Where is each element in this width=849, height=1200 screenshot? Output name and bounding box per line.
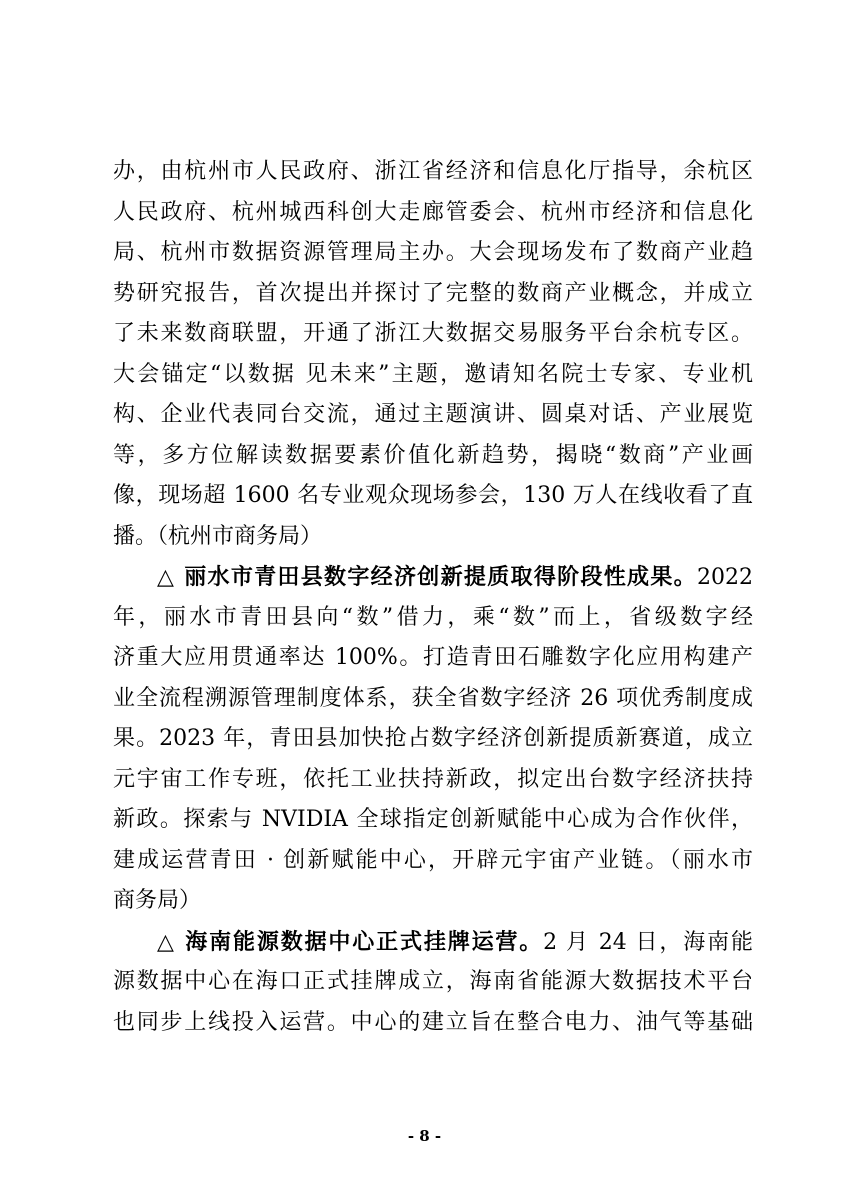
paragraph-first-line (113, 557, 753, 598)
text-line: 商务局） (113, 888, 202, 913)
body-text (113, 152, 753, 1043)
text-line: 济重大应用贯通率达 100%。打造青田石雕数字化应用构建产 (113, 645, 753, 670)
paragraph-heading-continuation: 2022 (697, 565, 753, 590)
text-line: 办，由杭州市人民政府、浙江省经济和信息化厅指导，余杭区 (113, 159, 753, 184)
text-line: 源数据中心在海口正式挂牌成立，海南省能源大数据技术平台 (113, 969, 753, 994)
text-line: 局、杭州市数据资源管理局主办。大会现场发布了数商产业趋 (113, 240, 753, 265)
text-line: 果。2023 年，青田县加快抢占数字经济创新提质新赛道，成立 (113, 726, 753, 751)
text-line: 大会锚定“以数据 见未来”主题，邀请知名院士专家、专业机 (113, 361, 753, 387)
paragraph-hangzhou-conference (113, 152, 753, 557)
text-line: 年，丽水市青田县向“数”借力，乘“数”而上，省级数字经 (113, 604, 753, 630)
text-line: 业全流程溯源管理制度体系，获全省数字经济 26 项优秀制度成 (113, 685, 753, 711)
text-line: 构、企业代表同台交流，通过主题演讲、圆桌对话、产业展览 (113, 402, 753, 427)
paragraph-qingtian-digital-economy (113, 557, 753, 922)
paragraph-heading-continuation: 2 月 24 日，海南能 (543, 929, 753, 955)
paragraph-first-line (113, 922, 753, 963)
text-line: 人民政府、杭州城西科创大走廊管委会、杭州市经济和信息化 (113, 199, 753, 225)
page-number: - 8 - (407, 1127, 442, 1145)
paragraph-heading: △ 丽水市青田县数字经济创新提质取得阶段性成果。 (157, 564, 697, 590)
text-line: 了未来数商联盟，开通了浙江大数据交易服务平台余杭专区。 (113, 321, 753, 346)
text-line: 像，现场超 1600 名专业观众现场参会，130 万人在线收看了直 (113, 483, 753, 508)
text-line: 建成运营青田 · 创新赋能中心，开辟元宇宙产业链。（丽水市 (113, 847, 753, 873)
text-line: 播。（杭州市商务局） (113, 523, 323, 549)
paragraph-hainan-energy-data-center (113, 922, 753, 1044)
text-line: 新政。探索与 NVIDIA 全球指定创新赋能中心成为合作伙伴， (113, 807, 753, 832)
text-line: 等，多方位解读数据要素价值化新趋势，揭晓“数商”产业画 (113, 442, 753, 468)
text-line: 也同步上线投入运营。中心的建立旨在整合电力、油气等基础 (113, 1009, 753, 1035)
text-line: 势研究报告，首次提出并探讨了完整的数商产业概念，并成立 (113, 280, 753, 306)
paragraph-heading: △ 海南能源数据中心正式挂牌运营。 (157, 928, 544, 955)
text-line: 元宇宙工作专班，依托工业扶持新政，拟定出台数字经济扶持 (113, 766, 753, 792)
